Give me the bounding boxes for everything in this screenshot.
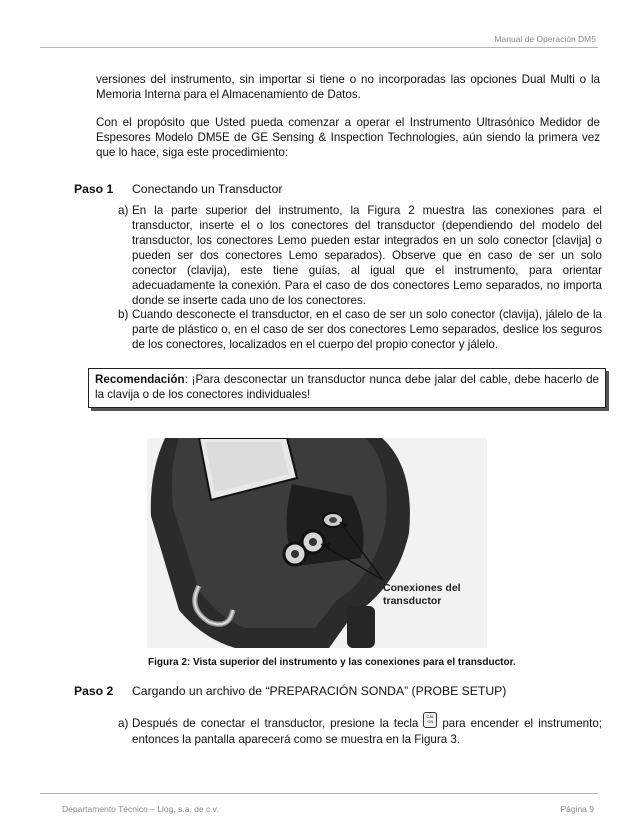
- step-1-title: Conectando un Transductor: [132, 182, 283, 196]
- step-1-label: Paso 1: [74, 182, 114, 196]
- footer-page-number: Página 9: [560, 804, 594, 814]
- figure-2-photo: [147, 438, 487, 648]
- intro-paragraph-2: Con el propósito que Usted pueda comenzar a operar el Instrumento Ultrasónico Medidor de Espesores Modelo DM5E de GE Sensing & Inspection Technologies, aún siendo la primera vez que lo hace, siga este procedimiento:: [96, 116, 600, 159]
- key-bottom-label: ON: [427, 719, 434, 724]
- item-marker: a): [118, 717, 129, 730]
- item-text: En la parte superior del instrumento, la Figura 2 muestra las conexiones para el transductor, inserte el o los conectores del transductor (dependiendo del modelo del transductor, los conectores Lemo pueden estar integrados en un solo conector [clavija] o pueden ser dos conectores Lemo separados). Observe que en caso de ser un solo conector (clavija), este tiene guías, al igual que el instrumento, para orientar adecuadamente la conexión. Para el caso de dos conectores Lemo separados, no importa donde se inserte cada uno de los conectores.: [132, 204, 602, 307]
- item-text-before: Después de conectar el transductor, presione la tecla: [132, 717, 419, 731]
- item-marker: a): [118, 204, 129, 217]
- figure-2-caption: Figura 2: Vista superior del instrumento y las conexiones para el transductor.: [148, 657, 516, 668]
- header-rule: [40, 47, 598, 48]
- cal-on-key-icon: [423, 712, 437, 728]
- step-2-item-a: [118, 716, 602, 747]
- recommendation-box: [88, 368, 606, 408]
- step-2-label: Paso 2: [74, 684, 114, 698]
- figure-annotation-line-1: Conexiones del: [383, 582, 461, 594]
- step-1-item-b: [118, 307, 602, 352]
- running-header: Manual de Operación DM5: [494, 34, 596, 44]
- figure-annotation-line-2: transductor: [383, 595, 442, 607]
- item-text: Cuando desconecte el transductor, en el caso de ser un solo conector (clavija), jálelo de la parte de plástico o, en el caso de ser dos conectores Lemo separados, deslice los seguros de los conectores, localizados en el cuerpo del propio conector y jálelo.: [132, 308, 602, 351]
- item-marker: b): [118, 308, 129, 321]
- key-top-label: CAL: [426, 714, 435, 719]
- item-text: [132, 716, 602, 747]
- recommendation-text: : ¡Para desconectar un transductor nunca debe jalar del cable, debe hacerlo de la clavija o de los conectores individuales!: [95, 373, 599, 401]
- footer-left: Departamento Técnico – Llog, s.a. de c.v.: [62, 804, 219, 814]
- instrument-top-view-illustration: [147, 438, 487, 648]
- recommendation-label: Recomendación: [95, 373, 185, 386]
- figure-annotation: [383, 582, 461, 608]
- item-text-after: para encender el instrumento; entonces la pantalla aparecerá como se muestra en la Figura 3.: [132, 717, 603, 746]
- step-2-title: Cargando un archivo de “PREPARACIÓN SONDA” (PROBE SETUP): [132, 684, 507, 698]
- intro-paragraph-1: versiones del instrumento, sin importar si tiene o no incorporadas las opciones Dual Multi o la Memoria Interna para el Almacenamiento de Datos.: [96, 73, 600, 101]
- step-1-item-a: [118, 203, 602, 308]
- footer-rule: [40, 793, 598, 794]
